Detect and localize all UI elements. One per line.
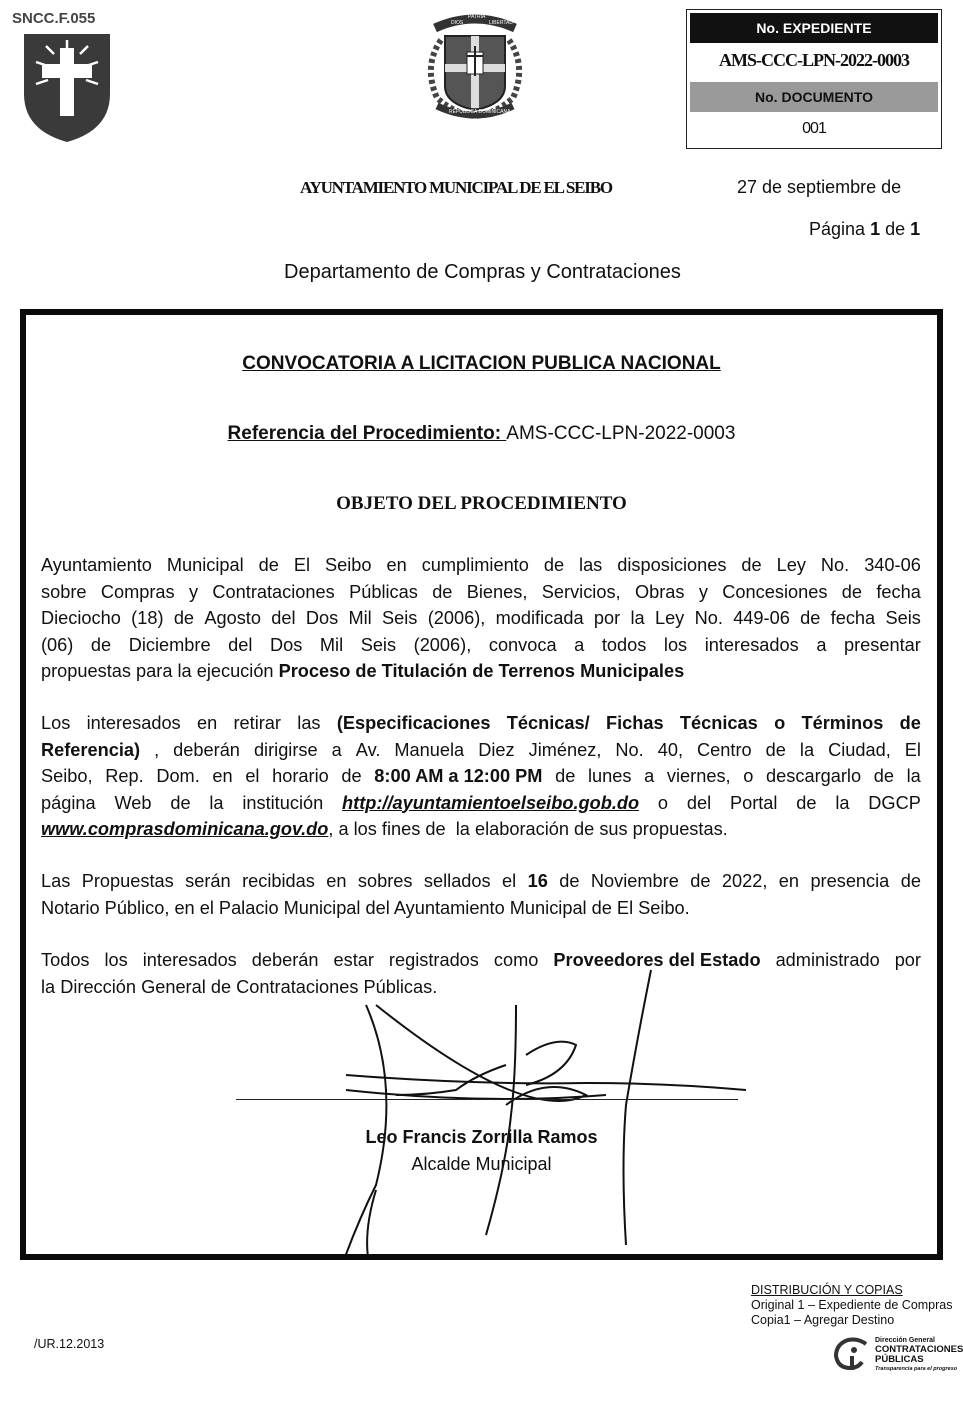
text-word: de [796, 792, 817, 813]
text-word: Agosto [204, 608, 261, 628]
dgcp-logo-icon [832, 1336, 872, 1372]
text-word: el [245, 766, 260, 786]
text-word: las [579, 555, 603, 575]
text-word: a [816, 634, 827, 655]
text-word: Fichas [605, 713, 664, 733]
text-word: estar [333, 950, 374, 970]
text-word: de [899, 713, 921, 733]
text-word: sellados [423, 871, 491, 891]
text-word: descargarlo [766, 766, 862, 786]
text-word: Diciembre [128, 634, 211, 655]
text-word: Municipal [166, 555, 244, 575]
expediente-value: AMS-CCC-LPN-2022-0003 [719, 50, 909, 70]
reference-label: Referencia del Procedimiento: [227, 423, 507, 444]
text-word: cumplimiento [421, 555, 529, 575]
text-word: como [493, 950, 539, 970]
text-word: de [873, 766, 894, 786]
text-word: de [690, 871, 711, 891]
text-word: interesados [142, 950, 237, 970]
reference-value: AMS-CCC-LPN-2022-0003 [506, 423, 736, 444]
institution-name: AYUNTAMIENTO MUNICIPAL DE EL SEIBO [300, 178, 612, 197]
text-word: de [765, 739, 786, 760]
text-word: y [188, 581, 199, 602]
text-word: a [574, 634, 585, 655]
text-word: y [698, 581, 708, 602]
text-word: disposiciones [617, 555, 727, 575]
text-word: (18) [131, 608, 164, 628]
paragraph-3: Las Propuestas serán recibidas en sobres sellados el 16 de Noviembre de 2022, en presencia de Notario Público, en el Palacio Municipal del Ayuntamiento Municipal de El Seibo. [41, 868, 921, 921]
text-word: de [800, 608, 821, 628]
text-word: institución [242, 792, 324, 813]
text-word: fecha [876, 581, 921, 602]
text-word: El [293, 555, 311, 575]
text-word: Contrataciones [212, 581, 335, 602]
text-word: Seis [360, 634, 397, 655]
text-word: en [196, 713, 218, 733]
text-word: o [657, 792, 669, 813]
text-word: Técnicas/ [506, 713, 590, 733]
text-word: , [154, 739, 160, 760]
text-word: (2006), [413, 634, 472, 655]
text-word: 40, [657, 739, 684, 760]
text-word: la [630, 608, 645, 628]
text-word: Rep. [105, 766, 144, 786]
text-word: (2006), [427, 608, 486, 628]
text-word: No. [694, 608, 723, 628]
text-word: Mil [319, 634, 344, 655]
coat-of-arms-icon [415, 6, 535, 124]
text-word: Seibo, [41, 766, 93, 786]
documento-label: No. DOCUMENTO [690, 82, 938, 112]
text-word: Obras [634, 581, 685, 602]
text-word: sobres [357, 871, 413, 891]
text-word: la [835, 792, 850, 813]
text-word: retirar [233, 713, 281, 733]
text-word: Términos [801, 713, 884, 733]
text-word: de [170, 792, 191, 813]
text-word: deberán [251, 950, 319, 970]
text-word: Dos [269, 634, 303, 655]
text-word: Servicios, [541, 581, 621, 602]
text-word: (Especificaciones [336, 713, 491, 733]
text-word: todos [601, 634, 647, 655]
text-word: de [841, 581, 863, 602]
text-word: interesados [704, 634, 799, 655]
text-word: los [104, 950, 128, 970]
text-word: de [559, 871, 580, 891]
form-code: SNCC.F.055 [12, 10, 96, 27]
department-name: Departamento de Compras y Contrataciones [284, 261, 681, 283]
text-word: administrado [775, 950, 880, 970]
text-word: No. [615, 739, 644, 760]
text-word: registrados [388, 950, 479, 970]
text-word: de [543, 555, 565, 575]
text-word: del [686, 792, 712, 813]
text-word: el [502, 871, 517, 891]
text-word: Diez [478, 739, 515, 760]
text-word: en [778, 871, 800, 891]
distribution-block [751, 1283, 953, 1328]
text-word: de [341, 766, 362, 786]
text-word: Las [41, 871, 71, 891]
coat-motto-right: LIBERTAD [489, 20, 513, 26]
text-word: en [212, 766, 233, 786]
page-number: Página 1 de 1 [809, 219, 921, 239]
expediente-box [686, 9, 942, 149]
coat-ribbon: REPÚBLICA DOMINICANA [449, 109, 511, 115]
text-word: Dom. [156, 766, 200, 786]
text-word: Web [114, 792, 152, 813]
text-word: convoca [488, 634, 557, 655]
text-word: Concesiones [722, 581, 828, 602]
text-word: Noviembre [590, 871, 679, 891]
text-word: de [173, 608, 195, 628]
text-word: Manuela [394, 739, 465, 760]
text-word: Centro [697, 739, 752, 760]
text-word: deberán [173, 739, 240, 760]
text-word: Portal [729, 792, 778, 813]
text-word: sobre [41, 581, 87, 602]
text-word: o [774, 713, 786, 733]
signature-line [236, 1099, 738, 1100]
documento-value: 001 [802, 120, 826, 137]
text-word: horario [272, 766, 329, 786]
text-word: (06) [41, 634, 74, 655]
text-word: serán [185, 871, 231, 891]
text-word: recibidas [242, 871, 315, 891]
distribution-heading: DISTRIBUCIÓN Y COPIAS [751, 1283, 903, 1297]
text-word: de [432, 581, 453, 602]
expediente-label: No. EXPEDIENTE [690, 13, 938, 43]
text-word: lunes [587, 766, 632, 786]
text-word: Dieciocho [41, 608, 121, 628]
institution-website-link[interactable]: http://ayuntamientoelseibo.gob.do [342, 792, 640, 813]
text-word: Seis [885, 608, 921, 628]
text-word: en [386, 555, 407, 575]
notice-frame [20, 309, 943, 1260]
text-word: modificada [495, 608, 584, 628]
text-word: o [743, 766, 754, 786]
handwritten-signature [226, 965, 746, 1255]
text-word: a [644, 766, 655, 786]
text-word: Ciudad, [828, 739, 891, 760]
text-word: por [894, 950, 921, 970]
paragraph-4: Todos los interesados deberán estar registrados como Proveedores del Estado administrado por la Dirección General de Contrataciones Públicas. [41, 947, 921, 1000]
text-word: a [331, 739, 342, 760]
text-word: Av. [355, 739, 381, 760]
notice-title: CONVOCATORIA A LICITACION PUBLICA NACIONAL [242, 353, 721, 374]
text-word: DGCP [868, 792, 921, 813]
text-word: presentar [844, 634, 921, 655]
text-word: Públicas [349, 581, 418, 602]
text-word: por [593, 608, 621, 628]
procedure-reference [26, 423, 937, 445]
footer-ref-code: /UR.12.2013 [34, 1337, 105, 1351]
objeto-heading: OBJETO DEL PROCEDIMIENTO [336, 493, 627, 514]
distribution-line: Copia1 – Agregar Destino [751, 1313, 895, 1327]
text-word: Todos [41, 950, 90, 970]
text-word: interesados [86, 713, 181, 733]
municipal-shield-icon [22, 32, 112, 144]
text-word: la [209, 792, 224, 813]
signer-role: Alcalde Municipal [411, 1154, 552, 1174]
text-word: El [904, 739, 921, 760]
text-word: de [258, 555, 279, 575]
text-word: 449-06 [733, 608, 790, 628]
dgcp-portal-link[interactable]: www.comprasdominicana.gov.do [41, 819, 329, 839]
text-word: Los [41, 713, 71, 733]
coat-motto-center: PATRIA [468, 14, 486, 20]
text-word: fecha [830, 608, 876, 628]
document-date: 27 de septiembre de [737, 177, 902, 197]
text-word: Seis [382, 608, 418, 628]
text-word: Ayuntamiento [41, 555, 152, 575]
text-word: del [271, 608, 296, 628]
text-word: de [741, 555, 762, 575]
text-word: la [906, 766, 921, 786]
paragraph-1: Ayuntamiento Municipal de El Seibo en cumplimiento de las disposiciones de Ley No. 340-06 sobre Compras y Contrataciones Públicas de Bienes, Servicios, Obras y Concesiones de fecha Dieciocho (18) de Agosto del Dos Mil Seis (2006), modificada por la Ley No. 449-06 de fecha Seis (06) de Diciembre del Dos Mil Seis (2006), convoca a todos los interesados a presentar propuestas para la ejecución Proceso de Titulación de Terrenos Municipales [41, 552, 921, 685]
text-word: Bienes, [466, 581, 528, 602]
text-word: Mil [348, 608, 372, 628]
text-word: del [228, 634, 253, 655]
text-word: las [297, 713, 321, 733]
paragraph-2: Los interesados en retirar las (Especificaciones Técnicas/ Fichas Técnicas o Términos de Referencia) , deberán dirigirse a Av. Manuela Diez Jiménez, No. 40, Centro de la Ciudad, El Seibo, Rep. Dom. en el horario de 8:00 AM a 12:00 PM de lunes a viernes, o descargarlo de la página Web de la institución http://ayuntamientoelseibo.gob.do o del Portal de la DGCP www.comprasdominicana.gov.do , a los fines de la elaboración de sus propuestas. [41, 710, 921, 843]
signer-name: Leo Francis Zorrilla Ramos [365, 1127, 598, 1147]
text-word: Propuestas [81, 871, 174, 891]
coat-motto-left: DIOS [451, 20, 464, 26]
text-word: Ley [654, 608, 685, 628]
text-word: los [663, 634, 688, 655]
dgcp-logo: Dirección General CONTRATACIONES PÚBLICAS Transparencia para el progreso [832, 1336, 944, 1372]
text-word: Compras [100, 581, 175, 602]
text-word: de [900, 871, 921, 891]
text-word: la [799, 739, 815, 760]
text-word: 2022, [721, 871, 768, 891]
text-word: Jiménez, [528, 739, 602, 760]
text-word: Técnicas [679, 713, 758, 733]
text-word: Ley [776, 555, 806, 575]
text-word: Dos [305, 608, 339, 628]
text-word: No. [820, 555, 850, 575]
text-word: dirigirse [253, 739, 318, 760]
text-word: en [326, 871, 347, 891]
text-word: viernes, [666, 766, 731, 786]
text-word: Seibo [325, 555, 372, 575]
text-word: página [41, 792, 96, 813]
text-word: presencia [810, 871, 890, 891]
distribution-line: Original 1 – Expediente de Compras [751, 1298, 953, 1312]
text-word: 340-06 [864, 555, 921, 575]
text-word: de [90, 634, 112, 655]
text-word: de [555, 766, 576, 786]
